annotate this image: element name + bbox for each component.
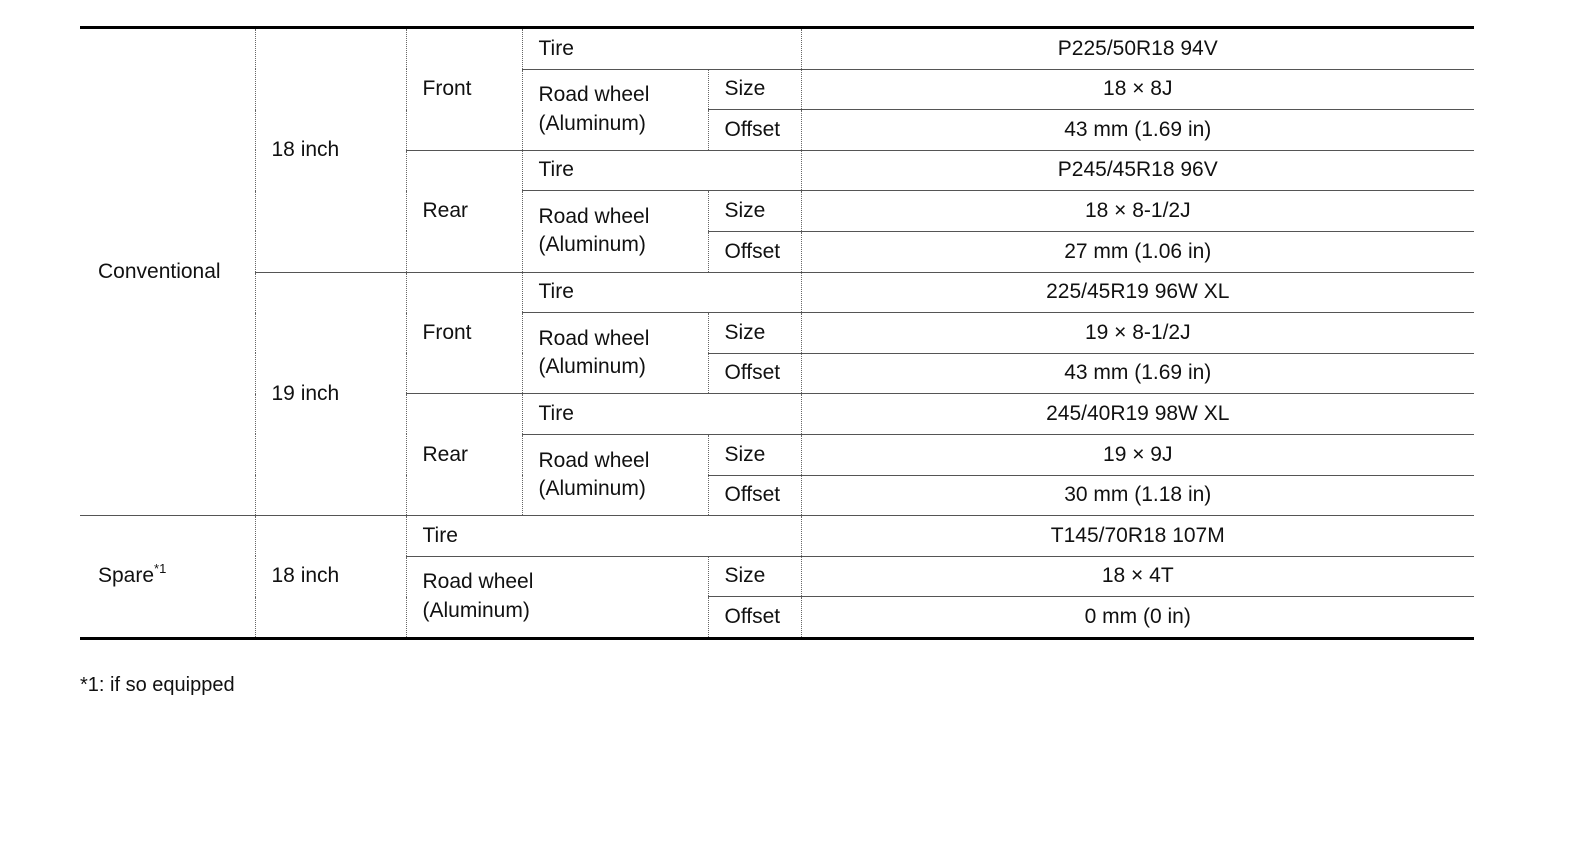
offset-value: 0 mm (0 in) [801, 597, 1474, 639]
road-wheel-label: Road wheel (Aluminum) [522, 313, 708, 394]
position-front: Front [406, 28, 522, 151]
position-rear: Rear [406, 394, 522, 516]
footnote: *1: if so equipped [80, 674, 235, 696]
size-value: 19 × 8-1/2J [801, 313, 1474, 354]
wheel-diameter-19: 19 inch [255, 272, 406, 516]
wheel-diameter-18: 18 inch [255, 28, 406, 273]
category-conventional: Conventional [80, 28, 255, 516]
tire-wheel-spec-table [80, 26, 1474, 640]
offset-label: Offset [708, 353, 801, 394]
road-wheel-label: Road wheel (Aluminum) [406, 556, 708, 638]
wheel-diameter-18: 18 inch [255, 516, 406, 639]
road-wheel-label: Road wheel (Aluminum) [522, 191, 708, 272]
table-row [80, 272, 1474, 313]
tire-value: P225/50R18 94V [801, 28, 1474, 70]
offset-value: 43 mm (1.69 in) [801, 110, 1474, 151]
size-label: Size [708, 191, 801, 232]
tire-value: T145/70R18 107M [801, 516, 1474, 557]
offset-value: 43 mm (1.69 in) [801, 353, 1474, 394]
tire-value: P245/45R18 96V [801, 150, 1474, 191]
tire-value: 225/45R19 96W XL [801, 272, 1474, 313]
road-wheel-label: Road wheel (Aluminum) [522, 69, 708, 150]
offset-value: 27 mm (1.06 in) [801, 231, 1474, 272]
size-label: Size [708, 69, 801, 110]
size-label: Size [708, 556, 801, 597]
tire-label: Tire [522, 150, 801, 191]
tire-value: 245/40R19 98W XL [801, 394, 1474, 435]
offset-label: Offset [708, 475, 801, 516]
size-label: Size [708, 434, 801, 475]
tire-label: Tire [522, 28, 801, 70]
size-value: 18 × 8-1/2J [801, 191, 1474, 232]
category-spare: Spare$^{*1}$ [80, 516, 255, 639]
position-rear: Rear [406, 150, 522, 272]
offset-label: Offset [708, 110, 801, 151]
tire-label: Tire [522, 272, 801, 313]
size-value: 18 × 8J [801, 69, 1474, 110]
tire-label: Tire [522, 394, 801, 435]
size-label: Size [708, 313, 801, 354]
position-front: Front [406, 272, 522, 394]
tire-label: Tire [406, 516, 801, 557]
table-row [80, 516, 1474, 557]
footnote-mark: *1 [154, 561, 167, 577]
road-wheel-label: Road wheel (Aluminum) [522, 434, 708, 515]
table-row [80, 28, 1474, 70]
offset-label: Offset [708, 231, 801, 272]
size-value: 18 × 4T [801, 556, 1474, 597]
offset-value: 30 mm (1.18 in) [801, 475, 1474, 516]
offset-label: Offset [708, 597, 801, 639]
size-value: 19 × 9J [801, 434, 1474, 475]
